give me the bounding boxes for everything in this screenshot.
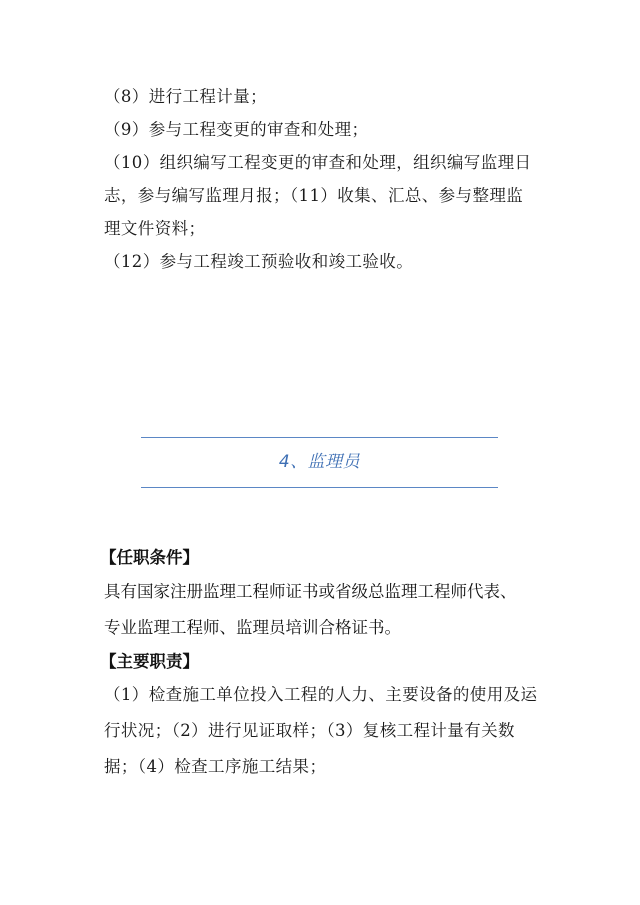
paragraph-line: （1）检查施工单位投入工程的人力、主要设备的使用及运 [104, 685, 538, 704]
paragraph-line: （10）组织编写工程变更的审查和处理，组织编写监理日 [104, 153, 532, 172]
paragraph-line: 行状况；（2）进行见证取样；（3）复核工程计量有关数 [104, 721, 515, 740]
section-title: 4、监理员 [278, 452, 361, 472]
list-item-12 [104, 245, 534, 278]
list-item-text: （8）进行工程计量； [104, 87, 267, 106]
duties-heading: 【主要职责】 [100, 652, 199, 671]
section-divider-bottom [141, 487, 498, 488]
list-item-text: （9）参与工程变更的审查和处理； [104, 120, 369, 139]
paragraph-line: 理文件资料； [104, 219, 206, 238]
paragraph-line: 具有国家注册监理工程师证书或省级总监理工程师代表、 [104, 582, 517, 601]
duties-paragraph [104, 677, 538, 785]
list-item-9 [104, 113, 534, 146]
list-item-10-11 [104, 146, 534, 245]
section-divider-top [141, 437, 498, 438]
paragraph-line: 据；（4）检查工序施工结果； [104, 757, 327, 776]
requirements-paragraph [104, 574, 544, 646]
paragraph-line: 专业监理工程师、监理员培训合格证书。 [104, 618, 401, 637]
paragraph-line: 志，参与编写监理月报；（11）收集、汇总、参与整理监 [104, 186, 524, 205]
list-item-text: （12）参与工程竣工预验收和竣工验收。 [104, 252, 414, 271]
list-item-8 [104, 80, 534, 113]
requirements-heading: 【任职条件】 [100, 548, 199, 567]
